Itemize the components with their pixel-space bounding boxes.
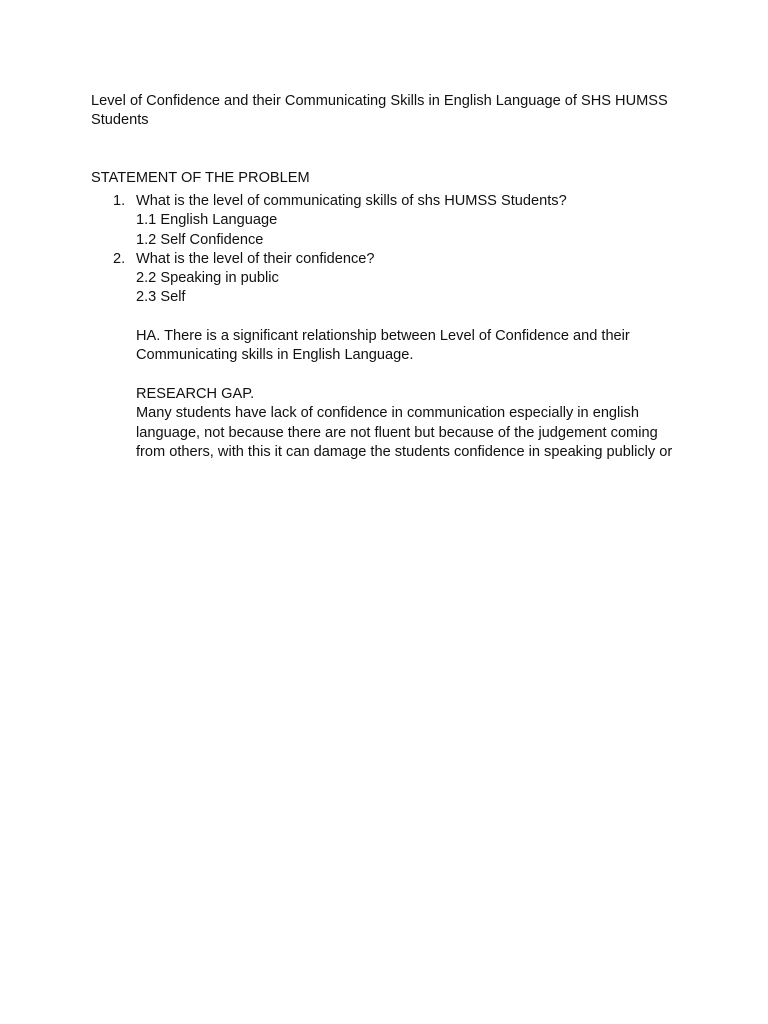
- research-gap-paragraph: Many students have lack of confidence in communication especially in english language, not because there are not fluent but because of the judgement coming from others, with this it can damage the students confidence in speaking publicly or: [136, 405, 673, 460]
- sub-item: 2.3 Self: [136, 289, 186, 306]
- spacer: [91, 131, 680, 170]
- sub-item: 2.2 Speaking in public: [136, 270, 279, 287]
- research-gap-heading: RESEARCH GAP.: [136, 385, 255, 402]
- problem-list: [91, 192, 680, 308]
- sub-item: 1.2 Self Confidence: [136, 231, 264, 248]
- sub-item: 1.1 English Language: [136, 212, 278, 229]
- list-number: 1.: [113, 192, 126, 209]
- document-title: Level of Confidence and their Communicating Skills in English Language of SHS HUMSS Students: [91, 93, 668, 129]
- list-number: 2.: [113, 250, 126, 267]
- spacer: [136, 308, 680, 327]
- body-block: [91, 308, 680, 462]
- sub-list: [136, 211, 680, 250]
- list-item: [91, 192, 680, 250]
- question-text: What is the level of their confidence?: [136, 250, 375, 267]
- sub-list: [136, 269, 680, 308]
- section-heading: STATEMENT OF THE PROBLEM: [91, 170, 310, 187]
- hypothesis-paragraph: HA. There is a significant relationship between Level of Confidence and their Communicating skills in English Language.: [136, 328, 630, 364]
- spacer: [136, 366, 680, 385]
- list-item: [91, 250, 680, 308]
- question-text: What is the level of communicating skills of shs HUMSS Students?: [136, 192, 567, 209]
